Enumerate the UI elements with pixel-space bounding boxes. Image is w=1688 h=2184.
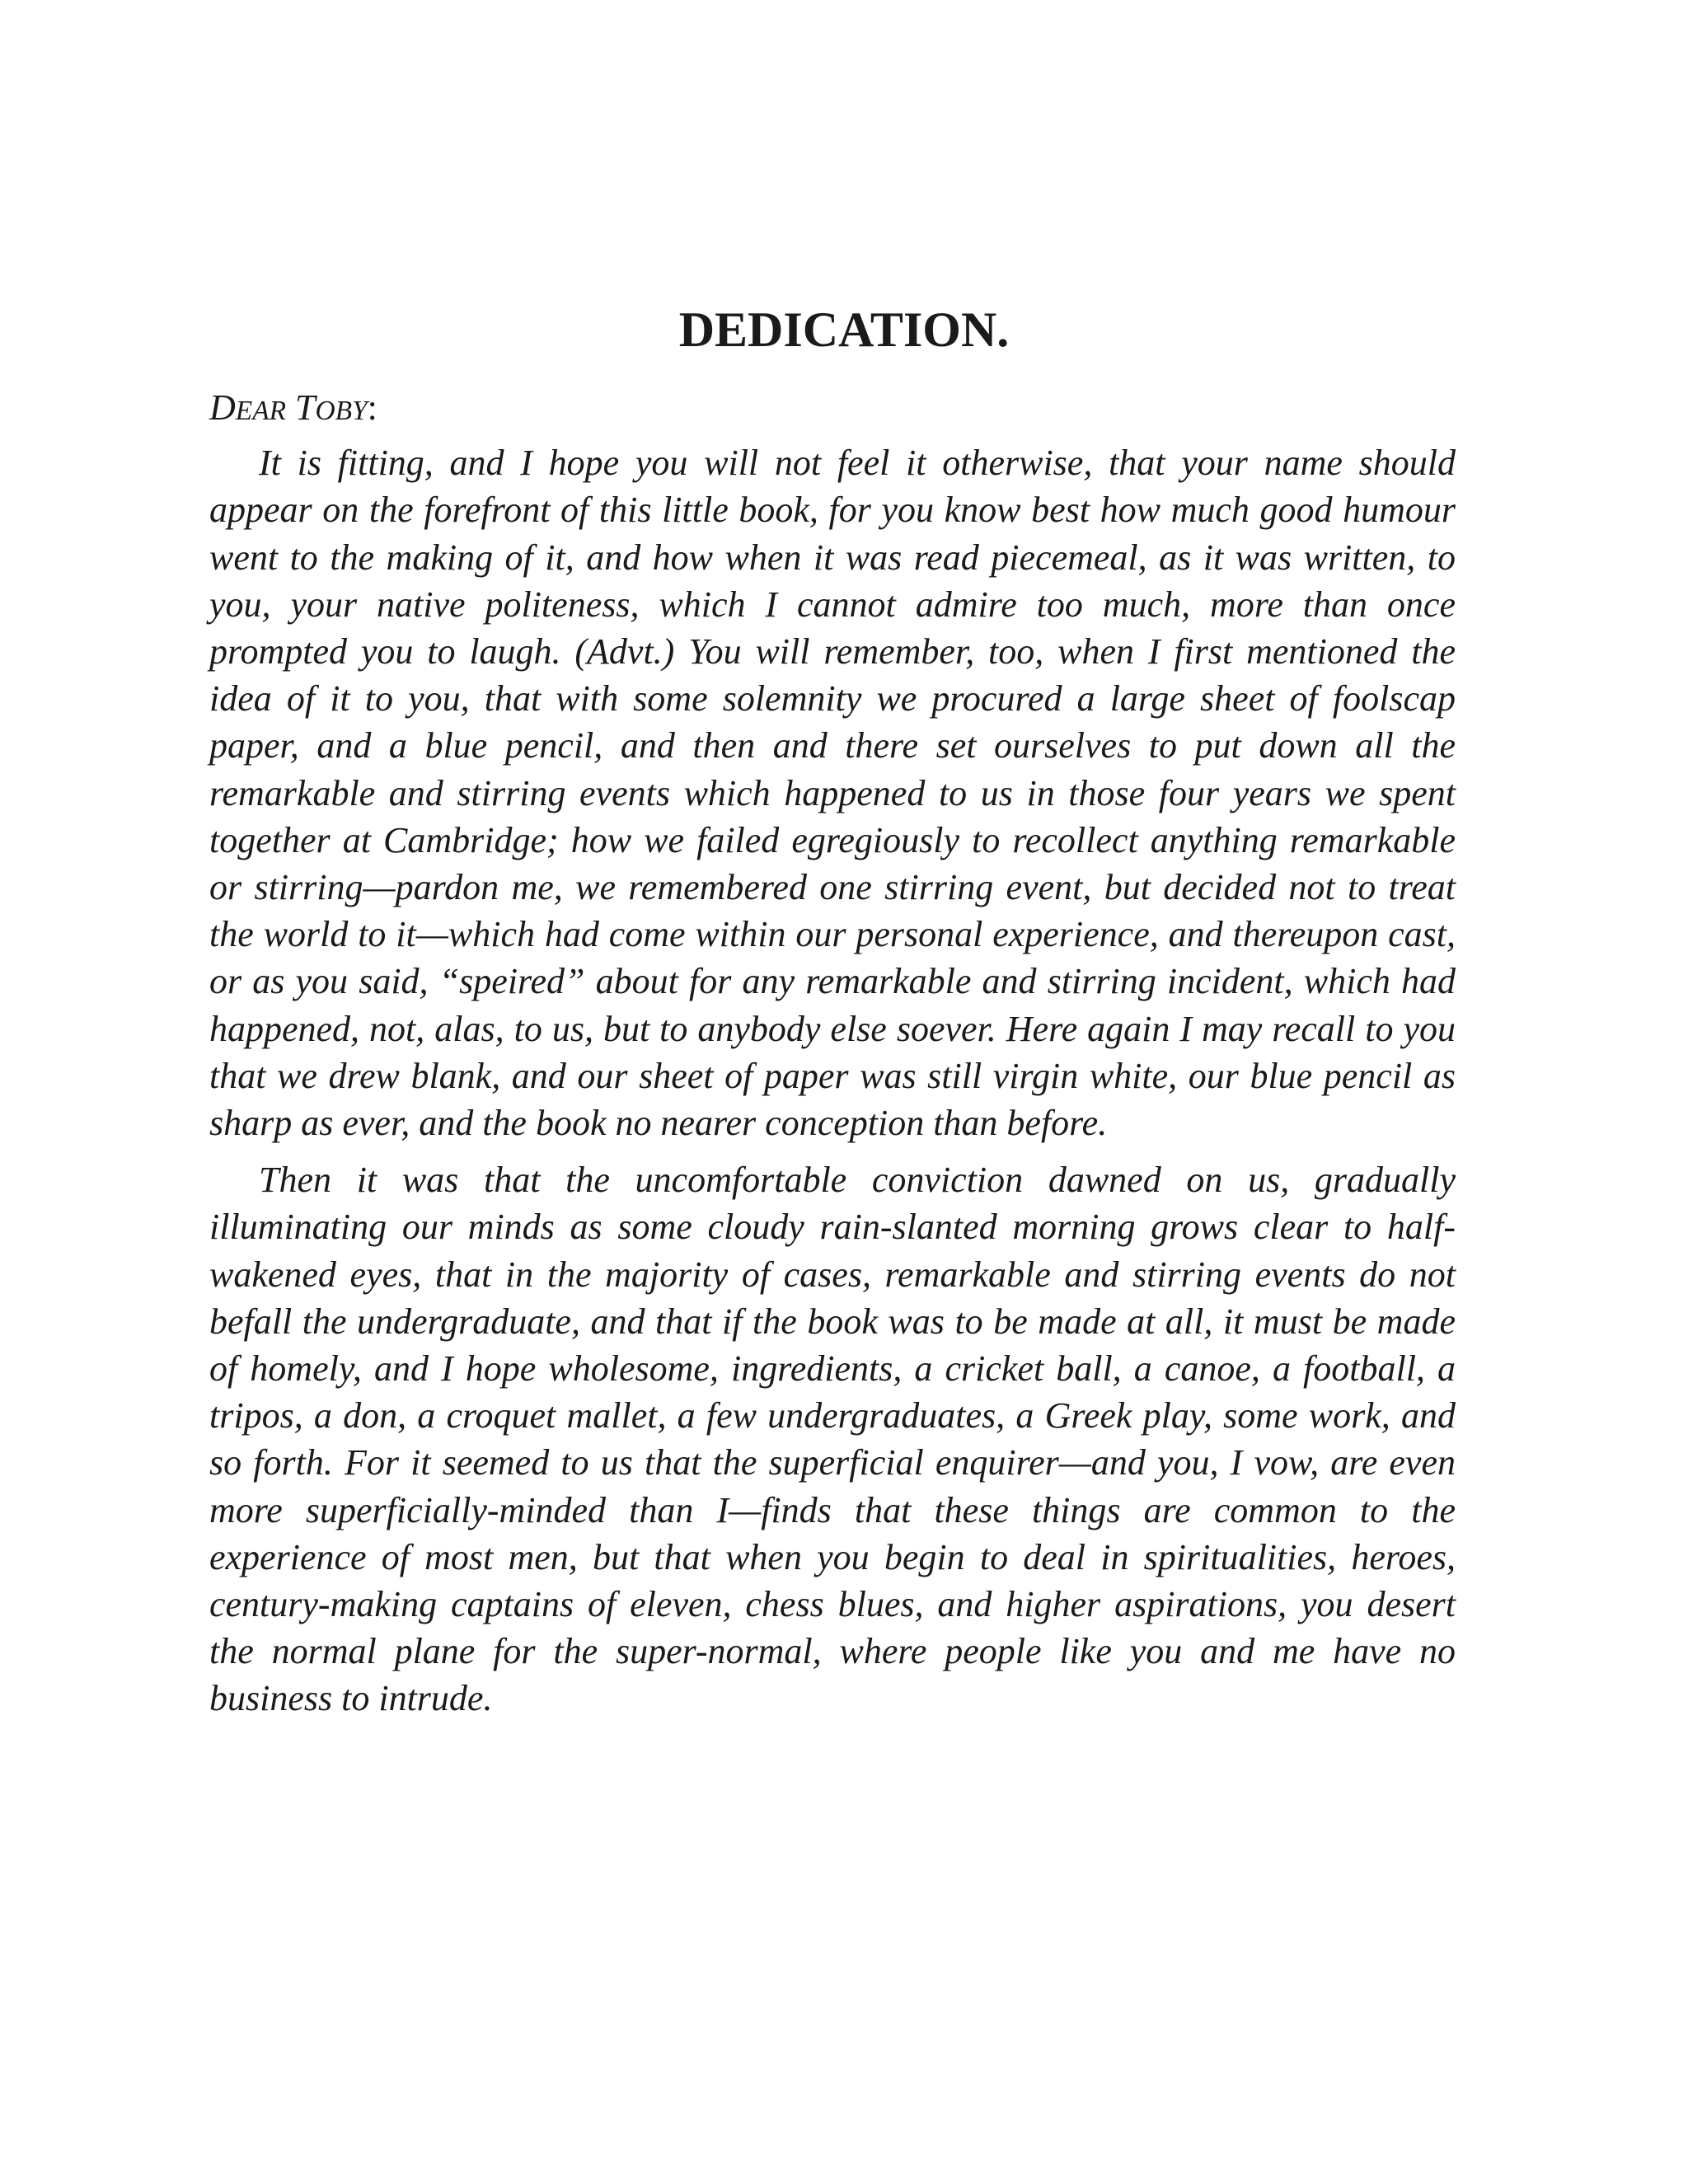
- page-heading: DEDICATION.: [678, 302, 1010, 357]
- salutation-colon: :: [367, 387, 377, 428]
- salutation-rest-oby: OBY: [315, 396, 368, 426]
- dedication-body: [209, 384, 1456, 1722]
- paragraph-2: Then it was that the uncomfortable conviction dawned on us, gradually illuminating our minds as some cloudy rain-slanted morning grows clear to half-wakened eyes, that in the majority of cases, remarkable and stirring events do not befall the undergraduate, and that if the book was to be made at all, it must be made of homely, and I hope wholesome, ingredients, a cricket ball, a canoe, a football, a tripos, a don, a croquet mallet, a few undergraduates, a Greek play, some work, and so forth. For it seemed to us that the superficial enquirer—and you, I vow, are even more superficially-minded than I—finds that these things are common to the experience of most men, but that when you begin to deal in spiritualities, heroes, century-making captains of eleven, chess blues, and higher aspirations, you desert the normal plane for the super-normal, where people like you and me have no business to intrude.: [209, 1160, 1456, 1719]
- paragraph-1: It is fitting, and I hope you will not feel it otherwise, that your name should appear on the forefront of this little book, for you know best how much good humour went to the making of it, and how when it was read piecemeal, as it was written, to you, your native politeness, which I cannot admire too much, more than once prompted you to laugh. (Advt.) You will remember, too, when I first mentioned the idea of it to you, that with some solemnity we procured a large sheet of foolscap paper, and a blue pencil, and then and there set ourselves to put down all the remarkable and stirring events which happened to us in those four years we spent together at Cambridge; how we failed egregiously to recollect anything remarkable or stirring—pardon me, we remembered one stirring event, but decided not to treat the world to it—which had come within our personal experience, and thereupon cast, or as you said, “speired” about for any remarkable and stirring incident, which had happened, not, alas, to us, but to anybody else soever. Here again I may recall to you that we drew blank, and our sheet of paper was still virgin white, our blue pencil as sharp as ever, and the book no nearer conception than before.: [209, 443, 1456, 1144]
- salutation-initial-d: D: [209, 387, 236, 428]
- salutation-rest-ear: EAR: [235, 396, 287, 426]
- salutation: [209, 384, 1456, 434]
- salutation-initial-t: T: [295, 387, 316, 428]
